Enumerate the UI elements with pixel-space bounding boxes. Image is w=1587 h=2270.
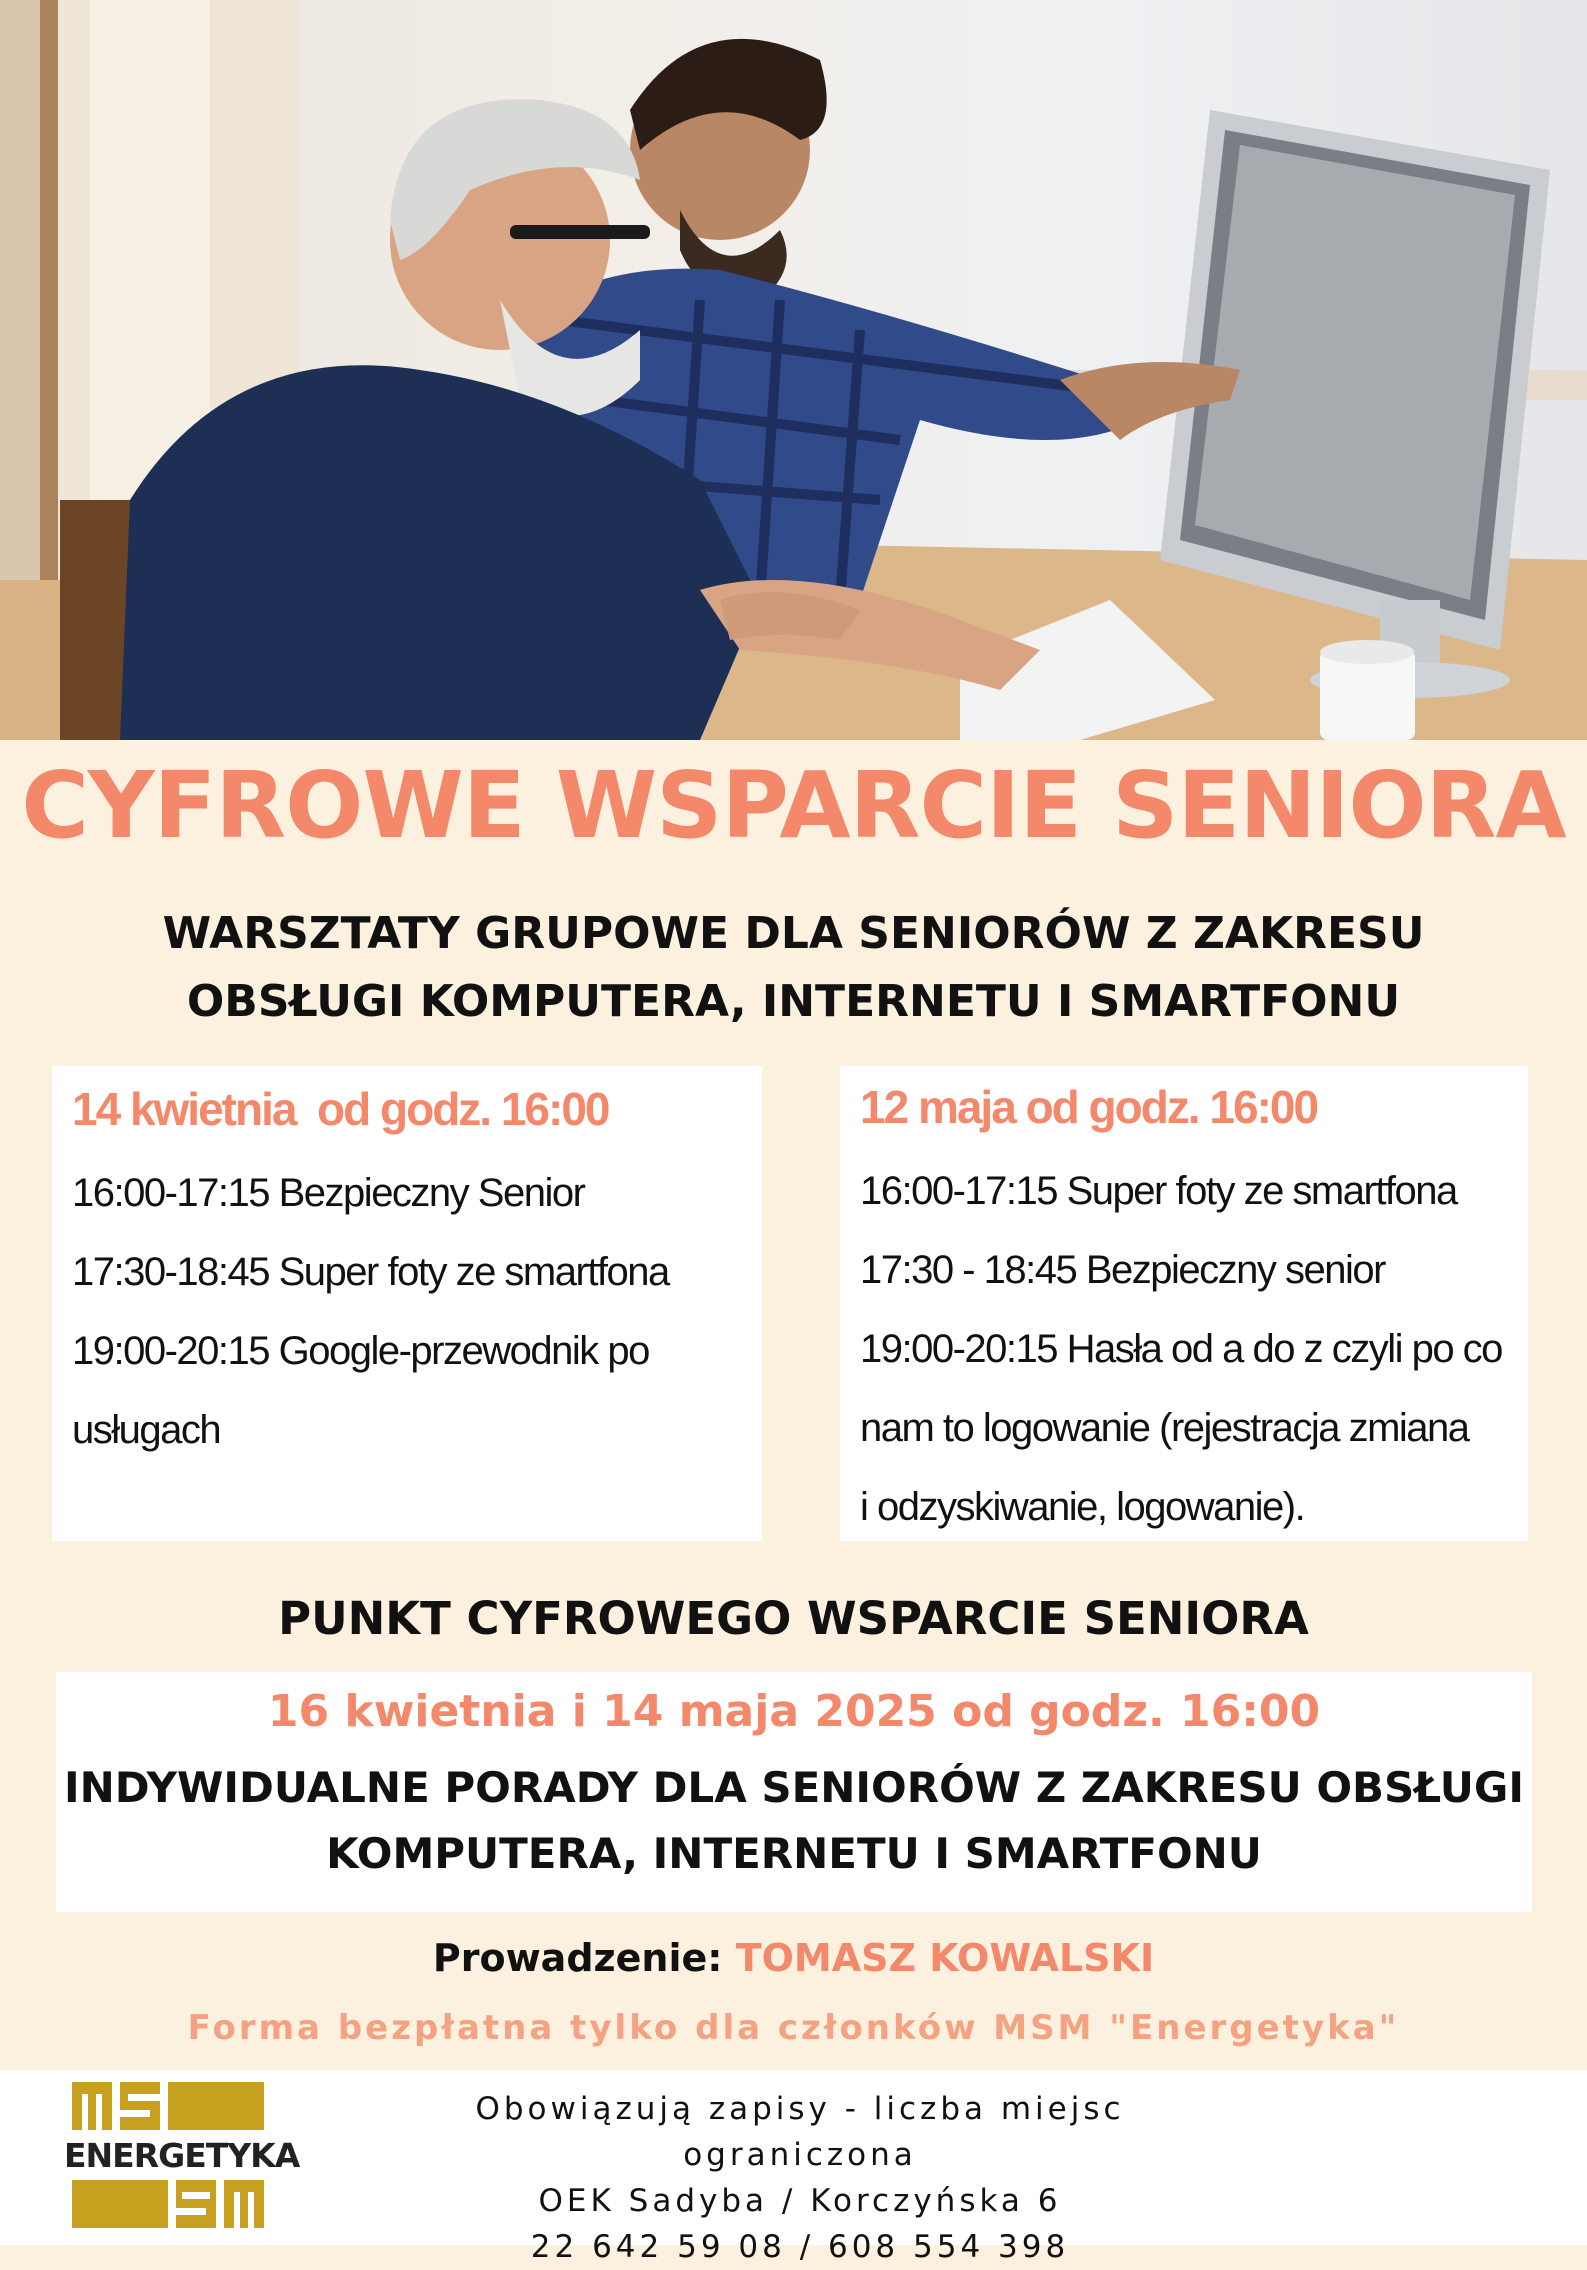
- workshop-box-april: [52, 1066, 762, 1541]
- point-desc-line-1: INDYWIDUALNE PORADY DLA SENIORÓW Z ZAKRESU OBSŁUGI: [64, 1763, 1524, 1812]
- footer-address: OEK Sadyba / Korczyńska 6: [538, 2183, 1062, 2219]
- footer-phones: 22 642 59 08 / 608 554 398: [530, 2229, 1070, 2265]
- subtitle: [60, 900, 1527, 1036]
- schedule-line: 16:00-17:15 Super foty ze smartfona: [860, 1169, 1457, 1213]
- point-title: PUNKT CYFROWEGO WSPARCIE SENIORA: [278, 1592, 1309, 1645]
- lead-name: TOMASZ KOWALSKI: [735, 1936, 1155, 1980]
- logo-text: ENERGETYKA: [64, 2136, 300, 2175]
- footer-info: [400, 2086, 1200, 2270]
- point-description: [56, 1755, 1532, 1887]
- main-title: CYFROWE WSPARCIE SENIORA: [21, 752, 1566, 859]
- lead-line: [0, 1936, 1587, 1980]
- workshop-date: 14 kwietnia od godz. 16:00: [72, 1083, 609, 1135]
- point-date: 16 kwietnia i 14 maja 2025 od godz. 16:00: [267, 1686, 1321, 1737]
- schedule-line: 16:00-17:15 Bezpieczny Senior: [72, 1171, 585, 1215]
- schedule-line: 19:00-20:15 Google-przewodnik po: [72, 1329, 649, 1373]
- schedule-line: 17:30-18:45 Super foty ze smartfona: [72, 1250, 669, 1294]
- msm-energetyka-logo: [64, 2080, 300, 2230]
- schedule-line: i odzyskiwanie, logowanie).: [860, 1485, 1305, 1529]
- schedule-line: 19:00-20:15 Hasła od a do z czyli po co: [860, 1327, 1502, 1371]
- workshop-date: 12 maja od godz. 16:00: [860, 1081, 1318, 1133]
- free-note: Forma bezpłatna tylko dla członków MSM "Energetyka": [187, 2008, 1400, 2048]
- schedule-line: usługach: [72, 1408, 221, 1452]
- subtitle-line-1: WARSZTATY GRUPOWE DLA SENIORÓW Z ZAKRESU: [162, 908, 1425, 959]
- workshop-box-may: [840, 1066, 1528, 1541]
- point-box: [56, 1672, 1532, 1912]
- schedule-line: 17:30 - 18:45 Bezpieczny senior: [860, 1248, 1385, 1292]
- photo-illustration: [0, 0, 1587, 740]
- subtitle-line-2: OBSŁUGI KOMPUTERA, INTERNETU I SMARTFONU: [186, 976, 1401, 1027]
- schedule-line: nam to logowanie (rejestracja zmiana: [860, 1406, 1469, 1450]
- lead-label: Prowadzenie:: [432, 1936, 736, 1980]
- point-desc-line-2: KOMPUTERA, INTERNETU I SMARTFONU: [326, 1829, 1262, 1878]
- header-photo: [0, 0, 1587, 740]
- footer-registration: Obowiązują zapisy - liczba miejsc ograniczona: [475, 2091, 1125, 2173]
